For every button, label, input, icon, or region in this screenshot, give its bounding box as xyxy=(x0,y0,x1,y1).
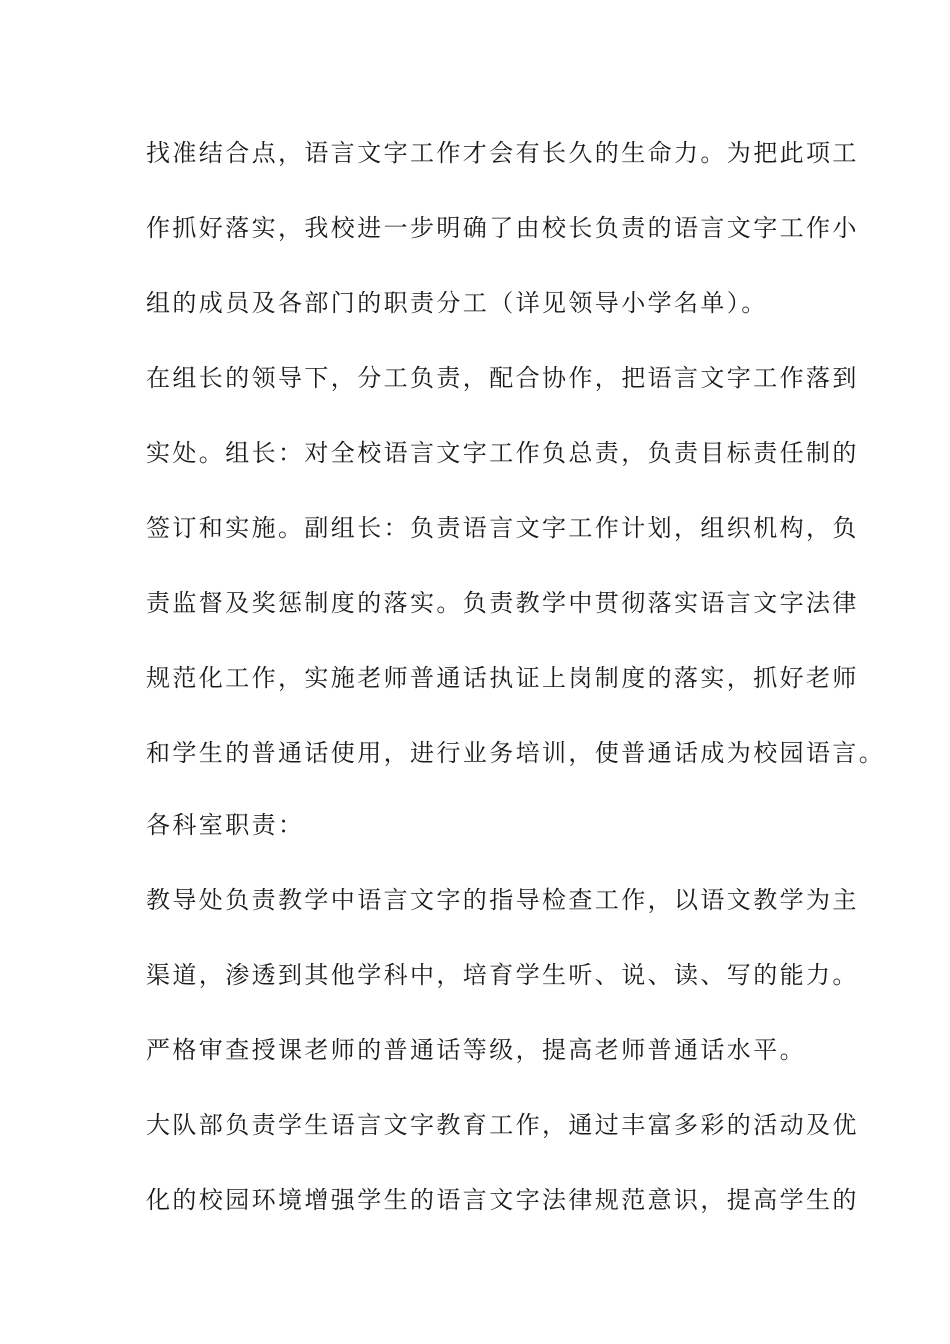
text-line: 找准结合点，语言文字工作才会有长久的生命力。为把此项工 xyxy=(146,139,859,167)
text-line: 责监督及奖惩制度的落实。负责教学中贯彻落实语言文字法律 xyxy=(146,589,859,617)
text-line: 和学生的普通话使用，进行业务培训，使普通话成为校园语言。 xyxy=(146,739,886,767)
text-line: 作抓好落实，我校进一步明确了由校长负责的语言文字工作小 xyxy=(146,214,859,242)
text-line: 组的成员及各部门的职责分工（详见领导小学名单）。 xyxy=(146,289,768,317)
text-line: 签订和实施。副组长：负责语言文字工作计划，组织机构，负 xyxy=(146,514,859,542)
text-line: 规范化工作，实施老师普通话执证上岗制度的落实，抓好老师 xyxy=(146,664,859,692)
text-line: 在组长的领导下，分工负责，配合协作，把语言文字工作落到 xyxy=(146,364,859,392)
section-heading: 各科室职责： xyxy=(146,811,305,839)
text-line: 严格审查授课老师的普通话等级，提高老师普通话水平。 xyxy=(146,1036,806,1064)
text-line: 化的校园环境增强学生的语言文字法律规范意识，提高学生的 xyxy=(146,1186,859,1214)
text-line: 大队部负责学生语言文字教育工作，通过丰富多彩的活动及优 xyxy=(146,1111,859,1139)
text-line: 实处。组长：对全校语言文字工作负总责，负责目标责任制的 xyxy=(146,439,859,467)
text-line: 渠道，渗透到其他学科中，培育学生听、说、读、写的能力。 xyxy=(146,961,859,989)
text-line: 教导处负责教学中语言文字的指导检查工作，以语文教学为主 xyxy=(146,886,859,914)
